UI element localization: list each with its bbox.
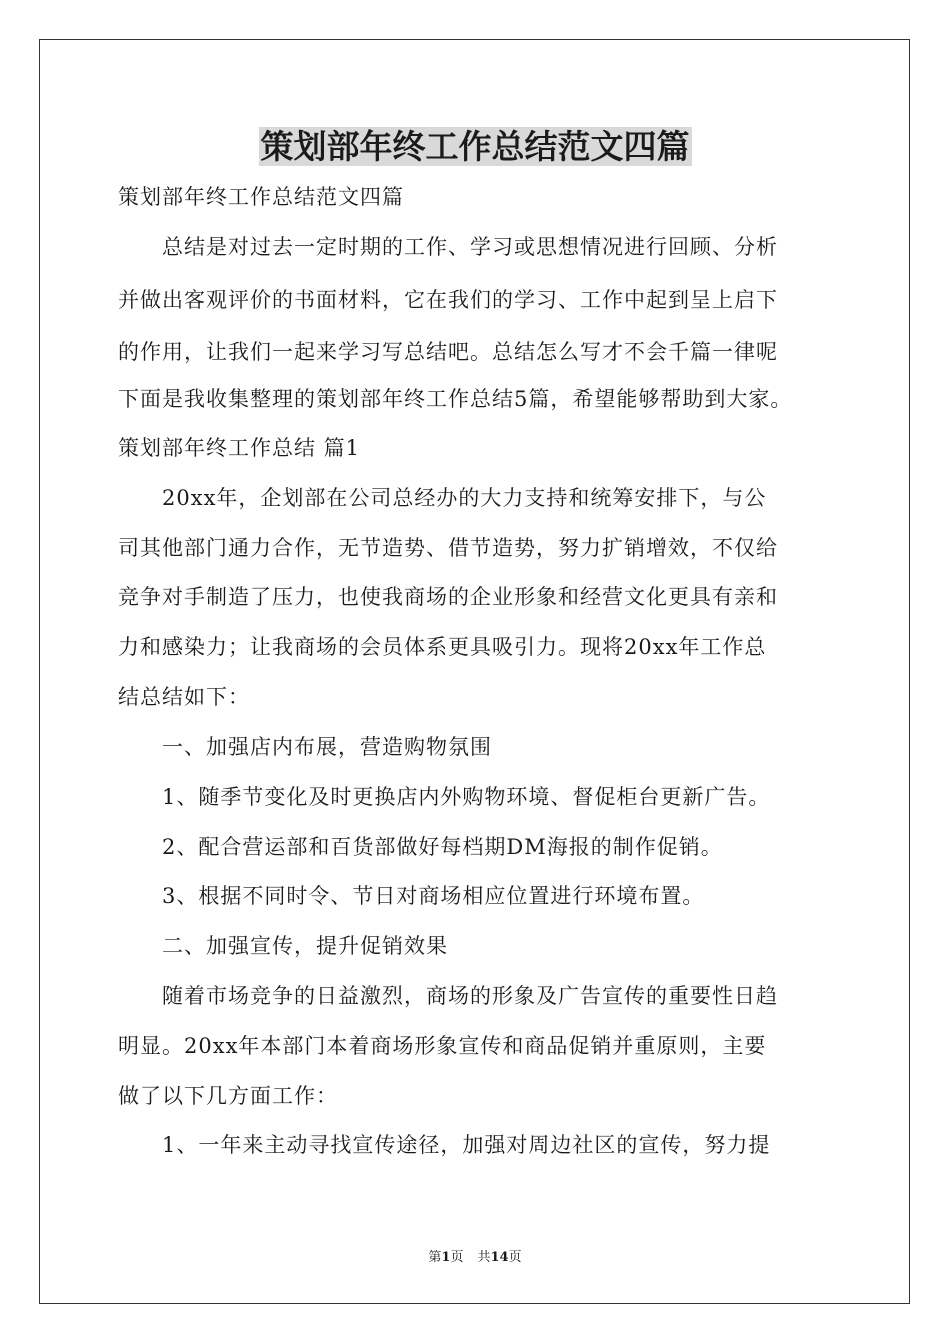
text-line: 20xx年，企划部在公司总经办的大力支持和统筹安排下，与公: [162, 486, 767, 510]
footer-page-suffix: 页: [450, 1250, 464, 1265]
text-line: 随着市场竞争的日益激烈，商场的形象及广告宣传的重要性日趋: [162, 984, 778, 1008]
page-footer: [0, 1249, 950, 1267]
text-line: 结总结如下：: [118, 685, 250, 709]
section-heading-line: 策划部年终工作总结 篇1: [118, 436, 361, 460]
text-line: 1、一年来主动寻找宣传途径，加强对周边社区的宣传，努力提: [162, 1133, 771, 1157]
footer-page-prefix: 第: [428, 1250, 442, 1265]
document-title-text: 策划部年终工作总结范文四篇: [260, 127, 690, 166]
text-line: 竞争对手制造了压力，也使我商场的企业形象和经营文化更具有亲和: [118, 585, 778, 609]
text-line: 做了以下几方面工作：: [118, 1084, 338, 1108]
text-line: 力和感染力；让我商场的会员体系更具吸引力。现将20xx年工作总: [118, 635, 767, 659]
page-border: [39, 39, 910, 1304]
text-line: 的作用，让我们一起来学习写总结吧。总结怎么写才不会千篇一律呢: [118, 340, 778, 364]
text-line: 3、根据不同时令、节日对商场相应位置进行环境布置。: [162, 884, 705, 908]
text-line: 二、加强宣传，提升促销效果: [162, 934, 448, 958]
text-line: 明显。20xx年本部门本着商场形象宣传和商品促销并重原则，主要: [118, 1034, 767, 1058]
subtitle-line: 策划部年终工作总结范文四篇: [118, 185, 404, 209]
text-line: 一、加强店内布展，营造购物氛围: [162, 735, 492, 759]
footer-page-number: 1: [441, 1250, 451, 1265]
text-line: 2、配合营运部和百货部做好每档期DM海报的制作促销。: [162, 835, 723, 859]
document-title: [0, 124, 950, 170]
footer-total-prefix: 共: [477, 1250, 491, 1265]
footer-total-pages: 14: [490, 1250, 509, 1265]
text-line: 并做出客观评价的书面材料，它在我们的学习、工作中起到呈上启下: [118, 288, 778, 312]
footer-total-suffix: 页: [508, 1250, 522, 1265]
text-line: 下面是我收集整理的策划部年终工作总结5篇，希望能够帮助到大家。: [118, 387, 793, 411]
text-line: 1、随季节变化及时更换店内外购物环境、督促柜台更新广告。: [162, 785, 771, 809]
text-line: 司其他部门通力合作，无节造势、借节造势，努力扩销增效，不仅给: [118, 536, 778, 560]
text-line: 总结是对过去一定时期的工作、学习或思想情况进行回顾、分析: [162, 235, 778, 259]
